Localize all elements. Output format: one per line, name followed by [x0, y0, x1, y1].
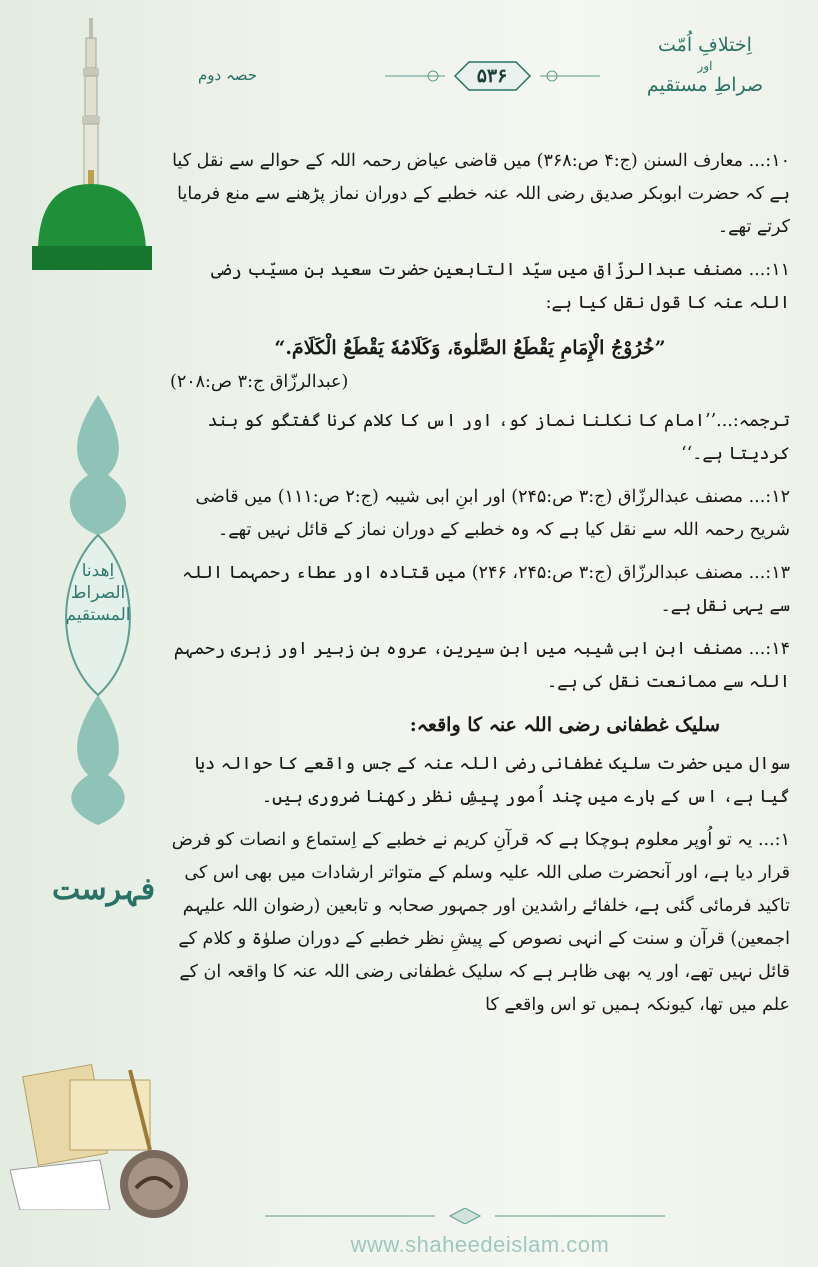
paragraph-question: سوال میں حضرت سلیک غطفانی رضی اللہ عنہ کے جس واقعے کا حوالہ دیا گیا ہے، اس کے بارے میں چند اُمور پیشِ نظر رکھنا ضروری ہیں۔ [194, 754, 790, 807]
index-link[interactable]: فہرست [52, 872, 156, 907]
quote-reference-line [170, 366, 790, 399]
paragraph-14: ۱۴:... مصنف ابنِ ابی شیبہ میں ابنِ سیرین، عروہ بن زبیر اور زہری رحمہم اللہ سے ممانعت نقل کی ہے۔ [173, 639, 790, 692]
section-heading: سلیک غطفانی رضی اللہ عنہ کا واقعہ: [409, 714, 720, 736]
paragraph-13: ۱۳:... مصنف عبدالرزّاق (ج:۳ ص:۲۴۵، ۲۴۶) میں قتادہ اور عطاء رحمہما اللہ سے یہی نقل ہے۔ [182, 563, 790, 616]
book-title-line3: صراطِ مستقیم [646, 73, 764, 96]
paragraph-11: ۱۱:... مصنف عبدالرزّاق میں سیّد التابعین حضرت سعید بن مسیّب رضی اللہ عنہ کا قول نقل کیا ہے: [211, 260, 790, 313]
main-text [170, 145, 790, 1032]
paragraph-12: ۱۲:... مصنف عبدالرزّاق (ج:۳ ص:۲۴۵) اور ابنِ ابی شیبہ (ج:۲ ص:۱۱۱) میں قاضی شریح رحمہ اللہ سے نقل کیا ہے کہ وہ خطبے کے دوران نماز کے قائل نہیں تھے۔ [195, 487, 790, 540]
green-dome-icon [28, 170, 156, 270]
sidebar-motto: اِھدنا الصراط المستقیم [65, 561, 131, 626]
page-number: ۵۳۶ [476, 65, 508, 87]
author-logo-icon [118, 1148, 190, 1220]
arabic-quote: ”خُرُوْجُ الْإِمَامِ يَقْطَعُ الصَّلٰوةَ، وَكَلَامُهٗ يَقْطَعُ الْكَلَامَ.“ [274, 337, 666, 359]
arabic-reference: (عبدالرزّاق ج:۳ ص:۲۰۸) [170, 372, 349, 392]
book-title-line1: اِختلافِ اُمّت [658, 34, 752, 56]
paragraph-one: ۱:... یہ تو اُوپر معلوم ہوچکا ہے کہ قرآنِ کریم نے خطبے کے اِستماع و انصات کو فرض قرار دیا ہے، اور آنحضرت صلی اللہ علیہ وسلم کے متواتر ارشادات میں بھی اس کی تاکید فرمائی گئی ہے، خلفائے راشدین اور جمہور صحابہ و تابعین (رضوان اللہ علیہم اجمعین) قرآن و سنت کے انہی نصوص کے پیشِ نظر خطبے کے دوران صلوٰۃ و کلام کے قائل نہیں تھے، اور یہ بھی ظاہر ہے کہ سلیک غطفانی رضی اللہ عنہ کا واقعہ ان کے علم میں تھا، کیونکہ ہمیں تو اس واقعے کا [171, 830, 790, 1015]
section-label: حصہ دوم [198, 66, 258, 84]
website-link[interactable]: www.shaheedeislam.com [350, 1232, 610, 1257]
book-title [630, 32, 780, 99]
footer-divider [265, 1208, 665, 1224]
book-title-line2: اور [697, 58, 713, 73]
translation: ترجمہ:...’’امام کا نکلنا نماز کو، اور اس کا کلام کرنا گفتگو کو بند کردیتا ہے۔‘‘ [207, 411, 790, 464]
paragraph-10: ۱۰:... معارف السنن (ج:۴ ص:۳۶۸) میں قاضی عیاض رحمہ اللہ کے حوالے سے نقل کیا ہے کہ حضرت ابوبکر صدیق رضی اللہ عنہ خطبے کے دوران نماز پڑھنے سے منع فرمایا کرتے تھے۔ [172, 151, 790, 237]
